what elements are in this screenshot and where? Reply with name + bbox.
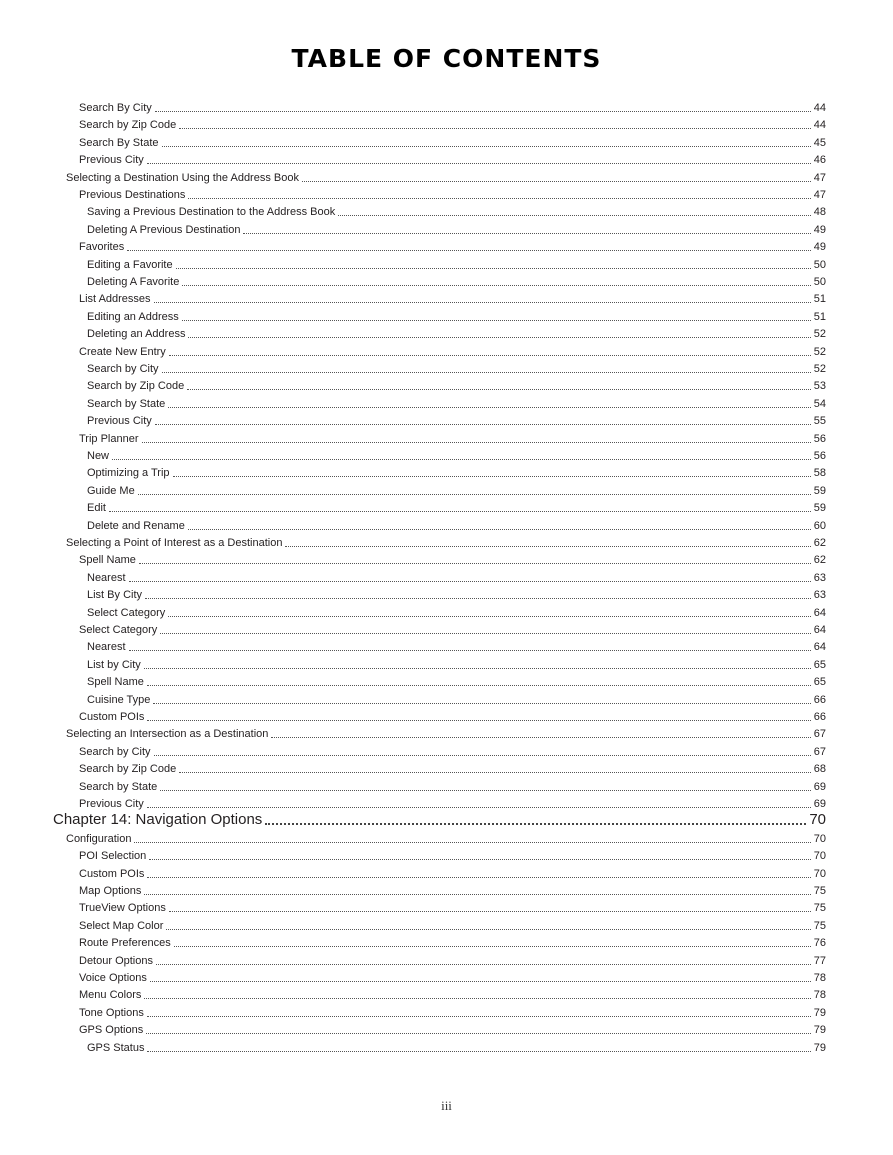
- toc-entry-label: POI Selection: [79, 850, 147, 863]
- dot-leader: [187, 389, 811, 390]
- toc-entry-label: New: [87, 450, 110, 462]
- dot-leader: [129, 650, 811, 651]
- toc-chapter-entry[interactable]: [53, 811, 826, 829]
- toc-entry[interactable]: [87, 501, 826, 515]
- toc-entry-label: Search by State: [79, 780, 158, 793]
- toc-entry-page: 52: [813, 328, 826, 341]
- toc-entry-page: 77: [813, 954, 826, 967]
- dot-leader: [179, 128, 811, 129]
- dot-leader: [166, 929, 810, 930]
- dot-leader: [338, 215, 810, 216]
- toc-entry-page: 78: [813, 989, 826, 1002]
- toc-entry[interactable]: [87, 205, 826, 219]
- toc-entry[interactable]: [79, 188, 826, 202]
- toc-entry-page: 52: [813, 363, 826, 375]
- toc-entry[interactable]: [79, 345, 826, 359]
- toc-entry-page: 66: [813, 711, 826, 723]
- dot-leader: [138, 494, 811, 495]
- toc-entry[interactable]: [87, 258, 826, 272]
- toc-entry-page: 75: [813, 919, 826, 932]
- toc-entry-label: Previous City: [79, 154, 144, 167]
- toc-entry-page: 56: [813, 432, 826, 445]
- toc-entry[interactable]: [79, 797, 826, 811]
- toc-entry[interactable]: [87, 466, 826, 480]
- toc-entry[interactable]: [87, 327, 826, 341]
- dot-leader: [147, 685, 811, 686]
- dot-leader: [149, 859, 810, 860]
- toc-entry-page: 48: [813, 206, 826, 219]
- dot-leader: [169, 355, 811, 356]
- toc-entry-page: 55: [813, 415, 826, 428]
- dot-leader: [147, 877, 810, 878]
- toc-entry-page: 67: [813, 745, 826, 758]
- dot-leader: [182, 285, 810, 286]
- toc-entry[interactable]: [79, 1006, 826, 1020]
- dot-leader: [179, 772, 811, 773]
- toc-entry-label: Nearest: [87, 641, 126, 654]
- toc-entry-label: Previous City: [87, 415, 152, 428]
- toc-entry[interactable]: [79, 118, 826, 132]
- toc-entry[interactable]: [79, 153, 826, 167]
- toc-entry-page: 69: [813, 780, 826, 793]
- dot-leader: [112, 459, 811, 460]
- page-title: TABLE OF CONTENTS: [291, 44, 602, 73]
- dot-leader: [154, 755, 811, 756]
- toc-entry-page: 58: [813, 467, 826, 480]
- toc-entry-label: Selecting a Point of Interest as a Destination: [66, 537, 283, 549]
- toc-entry-label: Spell Name: [79, 554, 136, 567]
- toc-entry-label: Select Map Color: [79, 919, 164, 932]
- toc-entry-label: Deleting A Previous Destination: [87, 223, 241, 236]
- toc-entry-page: 67: [813, 728, 826, 741]
- toc-entry-page: 49: [813, 241, 826, 254]
- toc-entry-page: 79: [813, 1006, 826, 1019]
- toc-entry-label: List by City: [87, 658, 141, 671]
- toc-entry[interactable]: [79, 432, 826, 446]
- toc-entry[interactable]: [87, 675, 826, 689]
- toc-entry-label: List Addresses: [79, 293, 151, 306]
- toc-entry[interactable]: [87, 1041, 826, 1055]
- toc-entry[interactable]: [79, 240, 826, 254]
- dot-leader: [173, 476, 811, 477]
- toc-entry-label: Spell Name: [87, 676, 144, 689]
- toc-entry[interactable]: [79, 101, 826, 115]
- toc-entry-page: 70: [813, 867, 826, 880]
- toc-entry-label: Tone Options: [79, 1006, 144, 1019]
- toc-entry-page: 52: [813, 345, 826, 358]
- toc-entry-page: 50: [813, 258, 826, 271]
- toc-entry-page: 59: [813, 484, 826, 497]
- toc-entry[interactable]: [79, 780, 826, 794]
- toc-entry-label: GPS Options: [79, 1024, 144, 1037]
- toc-entry-page: 78: [813, 972, 826, 984]
- dot-leader: [188, 529, 811, 530]
- dot-leader: [160, 633, 810, 634]
- toc-entry[interactable]: [79, 762, 826, 776]
- toc-entry-page: 45: [813, 136, 826, 149]
- dot-leader: [147, 1051, 810, 1052]
- dot-leader: [169, 911, 811, 912]
- toc-entry-page: 47: [813, 171, 826, 184]
- toc-entry-page: 70: [809, 811, 826, 829]
- toc-entry-label: Select Category: [79, 624, 158, 636]
- toc-entry[interactable]: [87, 484, 826, 498]
- toc-entry-page: 59: [813, 502, 826, 515]
- toc-entry-label: Favorites: [79, 241, 125, 254]
- toc-entry-label: Create New Entry: [79, 345, 166, 358]
- toc-entry-page: 66: [813, 693, 826, 706]
- toc-entry-page: 79: [813, 1041, 826, 1054]
- toc-entry-label: Voice Options: [79, 972, 147, 984]
- toc-entry-label: Trip Planner: [79, 432, 139, 445]
- toc-entry[interactable]: [79, 901, 826, 915]
- toc-entry[interactable]: [79, 884, 826, 898]
- toc-entry[interactable]: [79, 745, 826, 759]
- dot-leader: [147, 1016, 811, 1017]
- toc-entry[interactable]: [79, 867, 826, 881]
- toc-entry-label: Detour Options: [79, 954, 153, 967]
- toc-entry[interactable]: [79, 710, 826, 724]
- dot-leader: [146, 1033, 811, 1034]
- toc-entry-label: Custom POIs: [79, 867, 145, 880]
- toc-entry-page: 60: [813, 519, 826, 532]
- dot-leader: [150, 981, 811, 982]
- toc-entry-page: 65: [813, 676, 826, 689]
- dot-leader: [129, 581, 811, 582]
- toc-entry-label: Configuration: [66, 832, 132, 845]
- dot-leader: [182, 320, 811, 321]
- toc-entry[interactable]: [87, 519, 826, 533]
- dot-leader: [188, 337, 810, 338]
- toc-entry-page: 64: [813, 606, 826, 619]
- toc-entry-page: 56: [813, 450, 826, 462]
- dot-leader: [139, 563, 811, 564]
- toc-entry[interactable]: [79, 553, 826, 567]
- dot-leader: [156, 964, 811, 965]
- dot-leader: [147, 163, 811, 164]
- dot-leader: [153, 703, 810, 704]
- dot-leader: [243, 233, 810, 234]
- dot-leader: [162, 372, 811, 373]
- toc-entry-label: Search by State: [87, 397, 166, 410]
- dot-leader: [155, 111, 811, 112]
- dot-leader: [145, 598, 811, 599]
- dot-leader: [302, 181, 811, 182]
- toc-entry[interactable]: [87, 449, 826, 463]
- toc-entry-label: Select Category: [87, 606, 166, 619]
- toc-entry-label: Search by City: [79, 745, 151, 758]
- toc-entry[interactable]: [87, 658, 826, 672]
- toc-entry-label: Previous City: [79, 798, 144, 810]
- toc-entry-label: List By City: [87, 589, 143, 602]
- toc-entry-page: 75: [813, 902, 826, 915]
- toc-entry-label: Deleting A Favorite: [87, 276, 180, 288]
- toc-entry-label: Search by Zip Code: [79, 119, 177, 132]
- toc-entry[interactable]: [87, 379, 826, 393]
- dot-leader: [144, 894, 810, 895]
- dot-leader: [142, 442, 811, 443]
- toc-entry-label: Search By City: [79, 102, 152, 114]
- dot-leader: [154, 302, 811, 303]
- toc-entry[interactable]: [79, 936, 826, 950]
- toc-entry-label: Route Preferences: [79, 937, 171, 950]
- toc-entry[interactable]: [66, 727, 826, 741]
- toc-entry-page: 76: [813, 937, 826, 950]
- toc-entry-label: Cuisine Type: [87, 693, 151, 706]
- dot-leader: [144, 998, 810, 999]
- toc-entry[interactable]: [66, 832, 826, 846]
- dot-leader: [147, 807, 811, 808]
- dot-leader: [168, 616, 810, 617]
- toc-entry[interactable]: [79, 292, 826, 306]
- toc-entry-page: 50: [813, 276, 826, 288]
- toc-entry-page: 64: [813, 641, 826, 654]
- dot-leader: [176, 268, 811, 269]
- toc-entry-label: GPS Status: [87, 1041, 145, 1054]
- dot-leader: [285, 546, 810, 547]
- toc-entry-label: Search by Zip Code: [87, 380, 185, 393]
- dot-leader: [265, 823, 806, 825]
- toc-entry-page: 75: [813, 885, 826, 897]
- toc-entry-page: 54: [813, 397, 826, 410]
- toc-entry[interactable]: [87, 606, 826, 620]
- dot-leader: [109, 511, 811, 512]
- toc-entry-label: Search By State: [79, 136, 159, 149]
- toc-entry-page: 51: [813, 310, 826, 323]
- toc-entry-label: Nearest: [87, 571, 126, 584]
- toc-entry[interactable]: [87, 571, 826, 585]
- toc-entry-page: 51: [813, 293, 826, 306]
- toc-entry-page: 70: [813, 850, 826, 863]
- toc-entry[interactable]: [87, 640, 826, 654]
- toc-entry-label: Chapter 14: Navigation Options: [53, 811, 263, 829]
- toc-entry-page: 47: [813, 189, 826, 201]
- toc-entry[interactable]: [87, 588, 826, 602]
- dot-leader: [160, 790, 810, 791]
- toc-entry-label: Guide Me: [87, 484, 135, 497]
- toc-entry-label: Map Options: [79, 885, 142, 897]
- toc-entry-label: Saving a Previous Destination to the Address Book: [87, 206, 336, 219]
- toc-entry-label: Previous Destinations: [79, 189, 186, 201]
- toc-entry-page: 68: [813, 763, 826, 776]
- toc-entry[interactable]: [79, 954, 826, 968]
- toc-entry-page: 44: [813, 102, 826, 114]
- toc-entry[interactable]: [87, 310, 826, 324]
- toc-entry-label: Optimizing a Trip: [87, 467, 170, 480]
- toc-entry-label: Search by City: [87, 363, 159, 375]
- toc-entry-page: 64: [813, 624, 826, 636]
- toc-entry-page: 62: [813, 554, 826, 567]
- dot-leader: [134, 842, 810, 843]
- toc-entry-page: 65: [813, 658, 826, 671]
- dot-leader: [271, 737, 810, 738]
- toc-entry[interactable]: [87, 693, 826, 707]
- toc-entry[interactable]: [66, 536, 826, 550]
- toc-entry-page: 79: [813, 1024, 826, 1037]
- toc-entry-label: Editing an Address: [87, 310, 179, 323]
- toc-entry[interactable]: [79, 623, 826, 637]
- toc-entry-page: 70: [813, 832, 826, 845]
- toc-entry-label: Deleting an Address: [87, 328, 186, 341]
- toc-entry-label: Selecting a Destination Using the Address Book: [66, 171, 299, 184]
- toc-entry[interactable]: [87, 275, 826, 289]
- toc-entry-label: Custom POIs: [79, 711, 145, 723]
- dot-leader: [155, 424, 811, 425]
- toc-entry-label: Selecting an Intersection as a Destination: [66, 728, 269, 741]
- toc-entry-page: 62: [813, 537, 826, 549]
- toc-entry[interactable]: [79, 1023, 826, 1037]
- toc-entry-label: TrueView Options: [79, 902, 166, 915]
- toc-entry-page: 46: [813, 154, 826, 167]
- toc-entry-label: Search by Zip Code: [79, 763, 177, 776]
- dot-leader: [162, 146, 811, 147]
- toc-entry-label: Editing a Favorite: [87, 258, 173, 271]
- toc-entry-label: Edit: [87, 502, 106, 515]
- toc-entry[interactable]: [87, 362, 826, 376]
- page-number: iii: [441, 1098, 452, 1113]
- toc-entry[interactable]: [66, 171, 826, 185]
- toc-entry[interactable]: [79, 849, 826, 863]
- toc-entry-page: 44: [813, 119, 826, 132]
- dot-leader: [188, 198, 810, 199]
- toc-entry-label: Delete and Rename: [87, 519, 185, 532]
- toc-entry-page: 49: [813, 223, 826, 236]
- toc-entry-label: Menu Colors: [79, 989, 142, 1002]
- toc-entry[interactable]: [79, 971, 826, 985]
- toc-entry[interactable]: [87, 414, 826, 428]
- dot-leader: [174, 946, 811, 947]
- toc-entry-page: 63: [813, 589, 826, 602]
- toc-entry[interactable]: [87, 223, 826, 237]
- toc-entry[interactable]: [87, 397, 826, 411]
- toc-entry[interactable]: [79, 136, 826, 150]
- dot-leader: [168, 407, 810, 408]
- dot-leader: [127, 250, 811, 251]
- toc-entry-page: 69: [813, 798, 826, 810]
- toc-entry-page: 63: [813, 571, 826, 584]
- toc-entry-page: 53: [813, 380, 826, 393]
- toc-entry[interactable]: [79, 919, 826, 933]
- dot-leader: [147, 720, 810, 721]
- dot-leader: [144, 668, 811, 669]
- toc-entry[interactable]: [79, 988, 826, 1002]
